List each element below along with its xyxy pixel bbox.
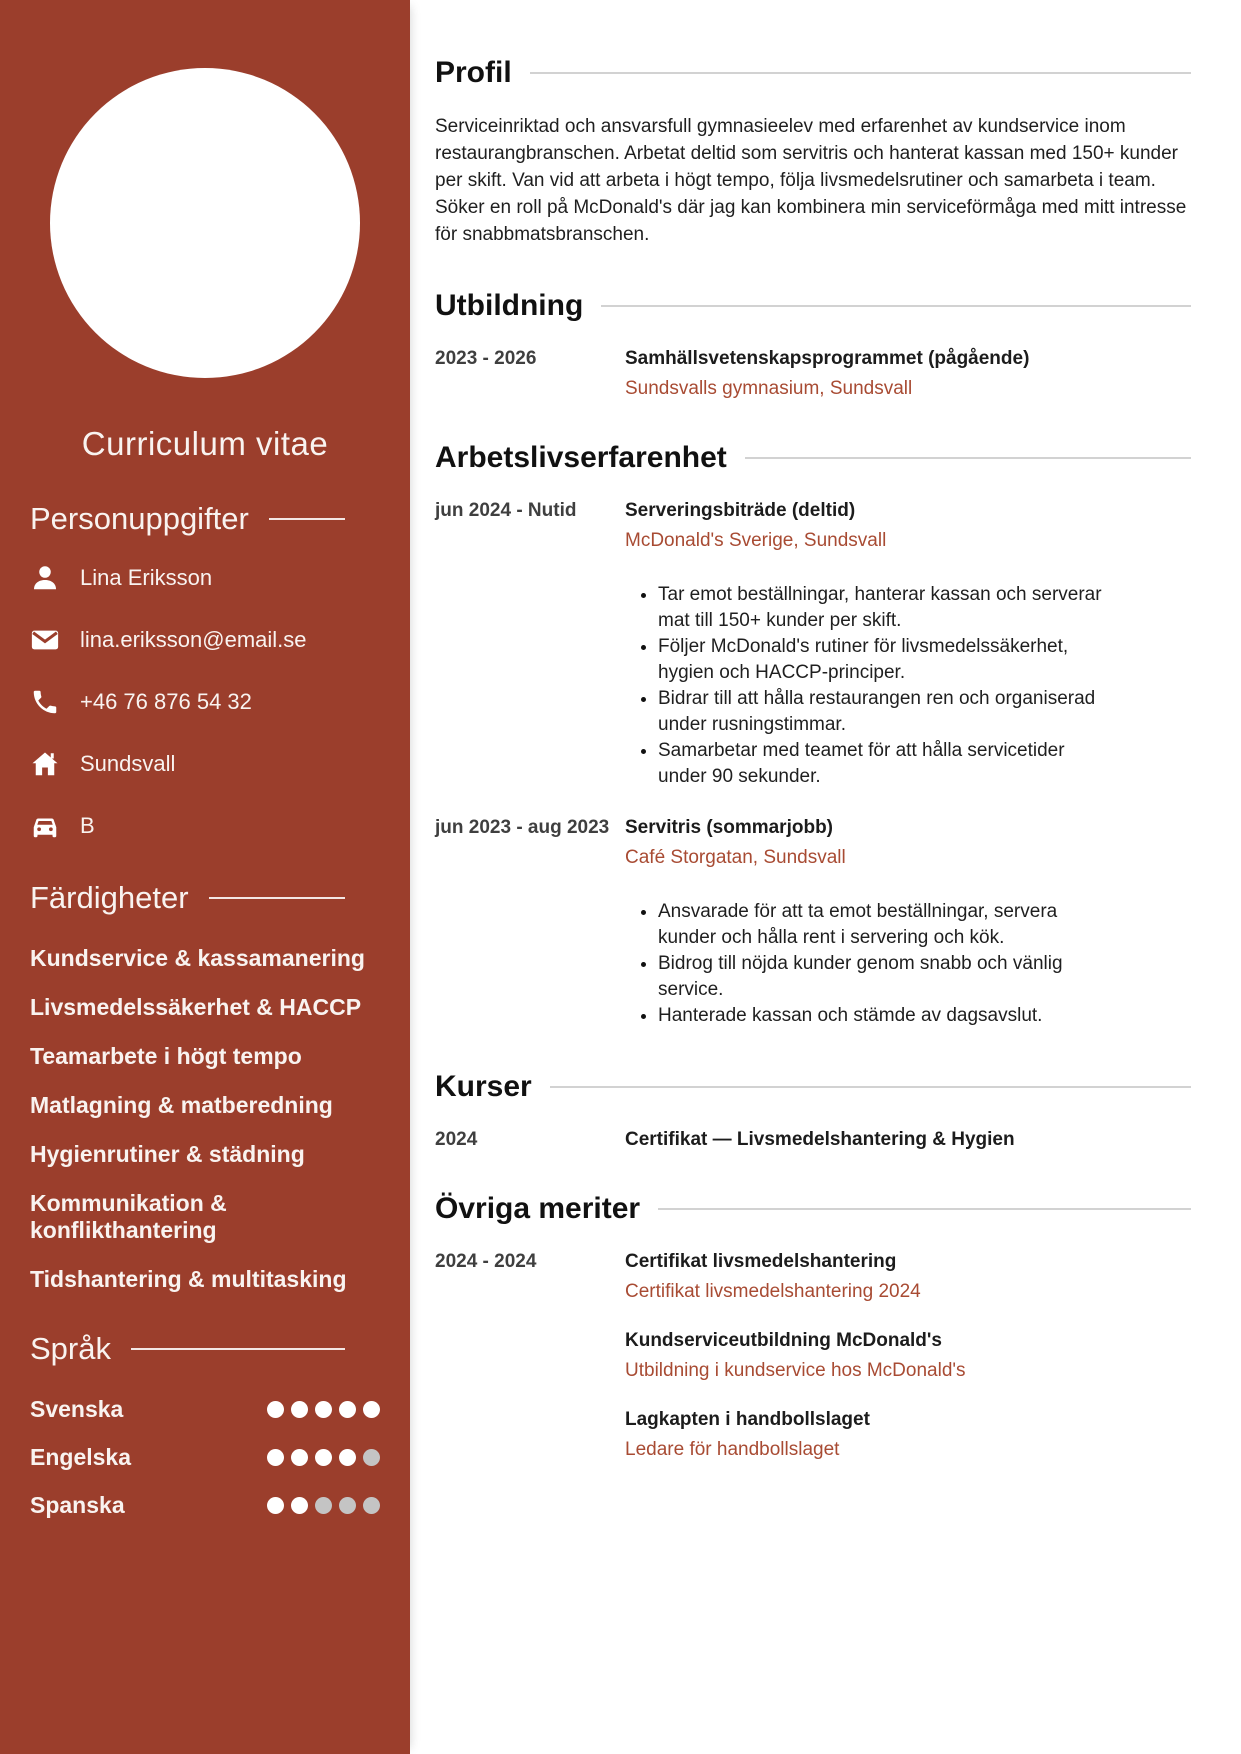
skills-heading-label: Färdigheter	[30, 880, 189, 915]
language-level-dot	[267, 1449, 284, 1466]
experience-section-heading	[435, 440, 1191, 476]
sidebar	[0, 0, 410, 1754]
entry-title: Serveringsbiträde (deltid)	[625, 500, 856, 521]
language-level-dots	[267, 1449, 380, 1466]
entry-subtitle: McDonald's Sverige, Sundsvall	[625, 530, 887, 551]
skill-item: Teamarbete i högt tempo	[30, 1043, 302, 1069]
language-label: Engelska	[30, 1443, 131, 1470]
education-section-heading	[435, 288, 1191, 324]
skill-item: Kommunikation & konflikthantering	[30, 1190, 227, 1243]
car-icon	[30, 811, 60, 841]
language-row	[30, 1394, 380, 1424]
language-level-dot	[339, 1497, 356, 1514]
language-row	[30, 1442, 380, 1472]
experience-heading-label: Arbetslivserfarenhet	[435, 441, 727, 474]
education-entry	[435, 347, 1191, 400]
heading-rule	[269, 518, 345, 520]
main-content	[410, 0, 1241, 1754]
cv-title: Curriculum vitae	[81, 425, 329, 462]
contact-value: +46 76 876 54 32	[80, 689, 252, 714]
entry-title: Lagkapten i handbollslaget	[625, 1409, 870, 1430]
profile-section-heading	[435, 55, 1191, 91]
entry-bullet-list	[625, 582, 1108, 790]
entry-title: Servitris (sommarjobb)	[625, 817, 833, 838]
contact-value: Sundsvall	[80, 751, 176, 776]
language-level-dot	[363, 1449, 380, 1466]
phone-icon	[30, 687, 60, 717]
heading-rule	[131, 1348, 345, 1350]
entry-subtitle: Café Storgatan, Sundsvall	[625, 847, 846, 868]
heading-rule	[550, 1086, 1191, 1088]
languages-section-heading	[30, 1330, 380, 1368]
personal-heading-label: Personuppgifter	[30, 501, 249, 536]
skill-item: Kundservice & kassamanering	[30, 945, 365, 971]
courses-entries	[435, 1128, 1191, 1151]
entry-body	[625, 499, 1191, 790]
entry-subtitle: Certifikat livsmedelshantering 2024	[625, 1281, 921, 1302]
contact-name	[30, 562, 380, 594]
education-heading-label: Utbildning	[435, 289, 584, 322]
language-label: Svenska	[30, 1395, 124, 1422]
person-icon	[30, 563, 60, 593]
courses-heading-label: Kurser	[435, 1070, 532, 1103]
language-level-dot	[267, 1497, 284, 1514]
language-level-dot	[291, 1449, 308, 1466]
language-level-dots	[267, 1401, 380, 1418]
language-level-dot	[291, 1401, 308, 1418]
courses-section-heading	[435, 1069, 1191, 1105]
bullet-item: • Bidrar till att hålla restaurangen ren och organiserad under rusningstimmar.	[658, 686, 1108, 738]
contact-value: Lina Eriksson	[80, 565, 213, 590]
language-level-dot	[291, 1497, 308, 1514]
language-level-dot	[339, 1401, 356, 1418]
entry-subtitle: Sundsvalls gymnasium, Sundsvall	[625, 378, 913, 399]
language-level-dot	[315, 1401, 332, 1418]
entry-title: Certifikat livsmedelshantering	[625, 1251, 897, 1272]
other-merits-heading-label: Övriga meriter	[435, 1192, 641, 1225]
contact-email	[30, 624, 380, 656]
bullet-item: • Hanterade kassan och stämde av dagsavslut.	[658, 1003, 1108, 1029]
merit-entry	[435, 1408, 1191, 1461]
language-list	[30, 1394, 380, 1520]
skills-list	[30, 945, 380, 1293]
heading-rule	[745, 457, 1191, 459]
merit-entry	[435, 1329, 1191, 1382]
entry-title: Certifikat — Livsmedelshantering & Hygien	[625, 1129, 1015, 1150]
entry-period: 2023 - 2026	[435, 348, 537, 369]
mail-icon	[30, 625, 60, 655]
contact-driver-license	[30, 810, 380, 842]
merit-entry	[435, 1250, 1191, 1303]
other-merits-entries	[435, 1250, 1191, 1461]
entry-body	[625, 816, 1191, 1029]
entry-body	[625, 1250, 1191, 1303]
skill-item: Livsmedelssäkerhet & HACCP	[30, 994, 362, 1020]
bullet-item: • Samarbetar med teamet för att hålla servicetider under 90 sekunder.	[658, 738, 1108, 790]
entry-body	[625, 1329, 1191, 1382]
bullet-item: • Ansvarade för att ta emot beställningar, servera kunder och hålla rent i servering och kök.	[658, 899, 1108, 951]
language-level-dot	[339, 1449, 356, 1466]
bullet-item: • Bidrog till nöjda kunder genom snabb och vänlig service.	[658, 951, 1108, 1003]
contact-value: lina.eriksson@email.se	[80, 627, 307, 652]
entry-period: 2024 - 2024	[435, 1251, 537, 1272]
language-level-dot	[267, 1401, 284, 1418]
entry-body	[625, 347, 1191, 400]
skill-item: Hygienrutiner & städning	[30, 1141, 305, 1167]
contact-value: B	[80, 813, 95, 838]
entry-title: Samhällsvetenskapsprogrammet (pågående)	[625, 348, 1030, 369]
bullet-item: • Följer McDonald's rutiner för livsmedelssäkerhet, hygien och HACCP-principer.	[658, 634, 1108, 686]
entry-period: 2024	[435, 1129, 478, 1150]
home-icon	[30, 749, 60, 779]
heading-rule	[658, 1208, 1191, 1210]
experience-entry	[435, 499, 1191, 790]
skills-section-heading	[30, 879, 380, 917]
contact-list	[30, 562, 380, 842]
heading-rule	[209, 897, 345, 899]
profile-photo-placeholder	[50, 68, 360, 378]
skill-item: Matlagning & matberedning	[30, 1092, 333, 1118]
profile-heading-label: Profil	[435, 56, 512, 89]
language-row	[30, 1490, 380, 1520]
entry-subtitle: Ledare för handbollslaget	[625, 1439, 840, 1460]
personal-section-heading	[30, 500, 380, 538]
experience-entry	[435, 816, 1191, 1029]
skill-item: Tidshantering & multitasking	[30, 1266, 347, 1292]
education-entries	[435, 347, 1191, 400]
bullet-item: • Tar emot beställningar, hanterar kassan och serverar mat till 150+ kunder per skift.	[658, 582, 1108, 634]
entry-subtitle: Utbildning i kundservice hos McDonald's	[625, 1360, 966, 1381]
language-level-dot	[315, 1449, 332, 1466]
language-level-dots	[267, 1497, 380, 1514]
course-entry	[435, 1128, 1191, 1151]
language-level-dot	[315, 1497, 332, 1514]
contact-city	[30, 748, 380, 780]
language-label: Spanska	[30, 1491, 125, 1518]
entry-period: jun 2024 - Nutid	[435, 500, 577, 521]
entry-period: jun 2023 - aug 2023	[435, 817, 610, 838]
language-level-dot	[363, 1497, 380, 1514]
other-merits-section-heading	[435, 1191, 1191, 1227]
contact-phone	[30, 686, 380, 718]
entry-title: Kundserviceutbildning McDonald's	[625, 1330, 942, 1351]
entry-bullet-list	[625, 899, 1108, 1029]
entry-body	[625, 1408, 1191, 1461]
entry-body	[625, 1128, 1191, 1151]
languages-heading-label: Språk	[30, 1331, 111, 1366]
profile-summary: Serviceinriktad och ansvarsfull gymnasieelev med erfarenhet av kundservice inom restaurangbranschen. Arbetat deltid som servitris och hanterat kassan med 150+ kunder per skift. Van vid att arbeta i högt tempo, följa livsmedelsrutiner och samarbeta i team. Söker en roll på McDonald's där jag kan kombinera min serviceförmåga med mitt intresse för snabbmatsbranschen.	[435, 116, 1187, 245]
heading-rule	[530, 72, 1191, 74]
heading-rule	[601, 305, 1191, 307]
experience-entries	[435, 499, 1191, 1029]
language-level-dot	[363, 1401, 380, 1418]
